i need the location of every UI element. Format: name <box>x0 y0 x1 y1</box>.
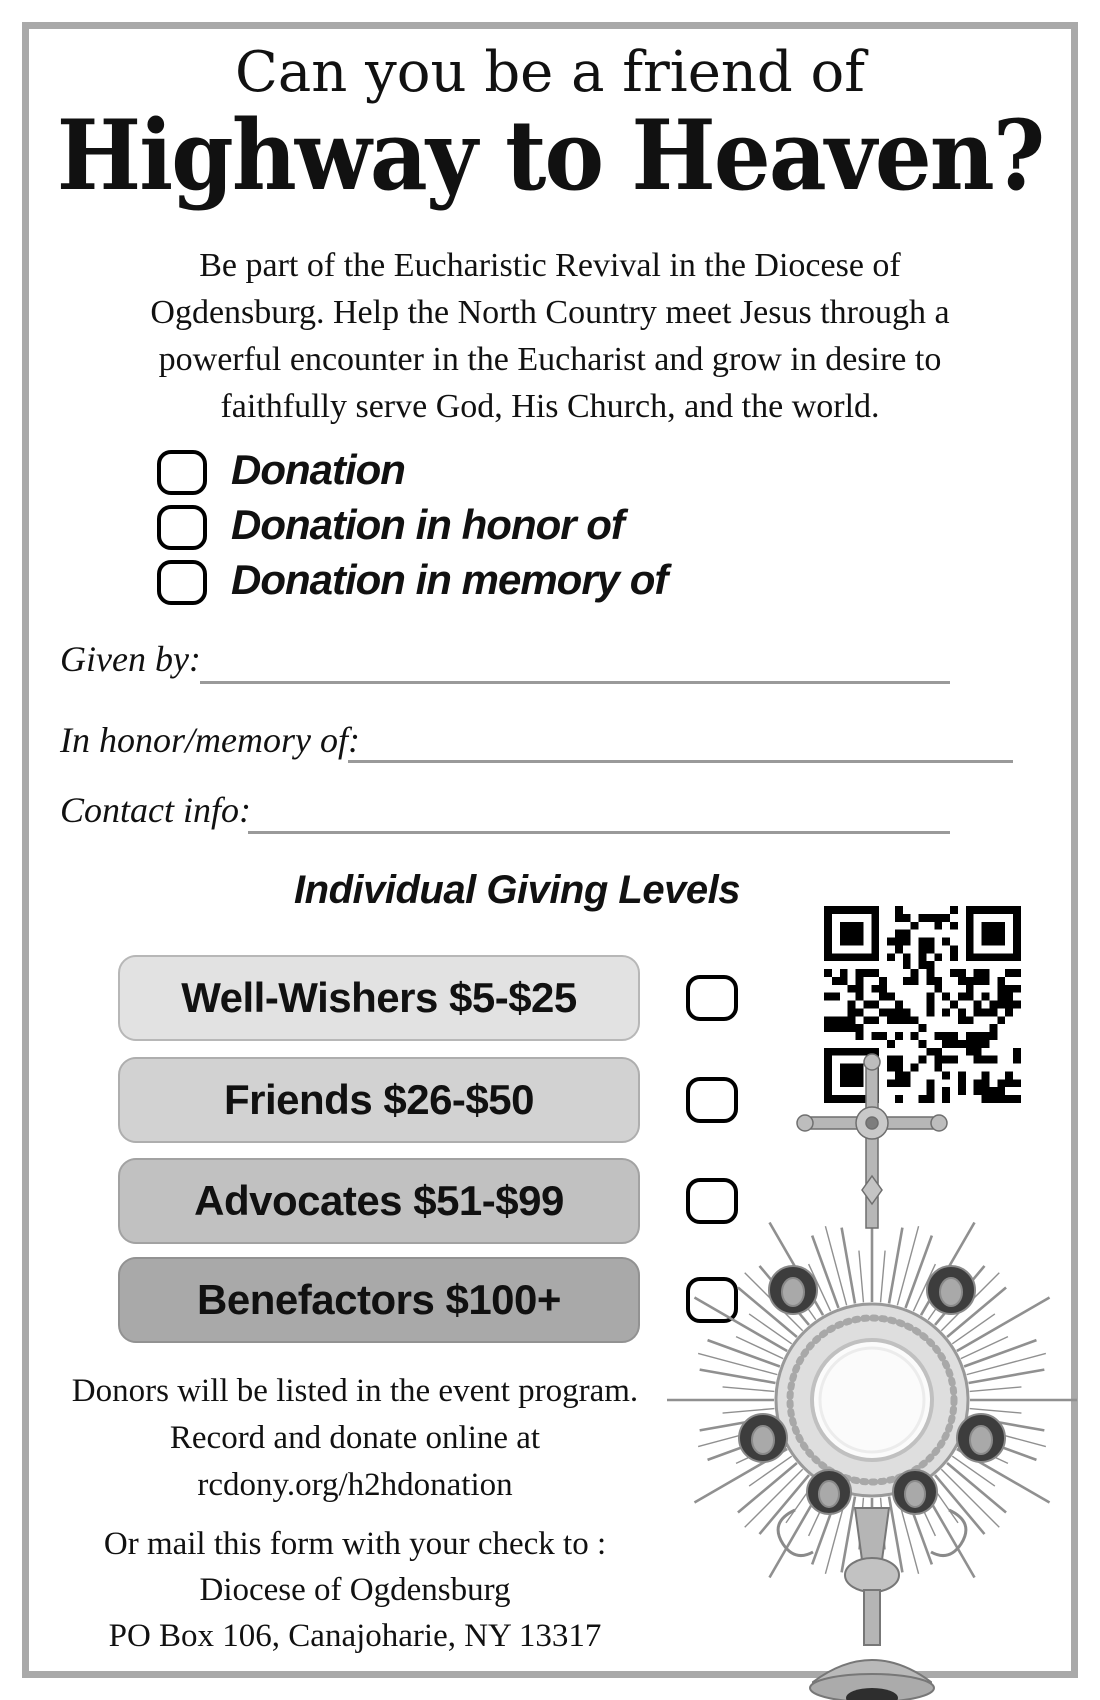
level-friends: Friends $26-$50 <box>118 1057 640 1143</box>
donation-option-label: Donation <box>231 446 405 493</box>
donation-option-row <box>157 446 405 495</box>
donation-in-memory-checkbox[interactable] <box>157 560 207 605</box>
monstrance-image <box>645 1040 1085 1700</box>
honor-memory-label: In honor/memory of: <box>60 720 360 760</box>
donation-option-label: Donation in honor of <box>231 501 624 548</box>
well-wishers-checkbox[interactable] <box>686 975 738 1021</box>
giving-levels-heading: Individual Giving Levels <box>294 868 740 912</box>
donor-note-line: Donors will be listed in the event program. <box>71 1373 639 1409</box>
donor-note <box>35 1368 675 1509</box>
intro-paragraph <box>0 242 1100 430</box>
mail-address-line: Diocese of Ogdensburg <box>199 1572 511 1608</box>
given-by-label: Given by: <box>60 639 201 679</box>
contact-info-label: Contact info: <box>60 790 251 830</box>
mail-instructions <box>35 1521 675 1659</box>
donation-option-row <box>157 501 624 550</box>
level-benefactors: Benefactors $100+ <box>118 1257 640 1343</box>
donation-checkbox[interactable] <box>157 450 207 495</box>
donation-option-row <box>157 556 668 605</box>
contact-info-input-line[interactable] <box>248 831 950 834</box>
page-title: Highway to Heaven? <box>56 99 1044 212</box>
level-advocates: Advocates $51-$99 <box>118 1158 640 1244</box>
intro-line: Be part of the Eucharistic Revival in the Diocese of <box>199 247 901 284</box>
intro-line: Ogdensburg. Help the North Country meet Jesus through a <box>150 294 950 331</box>
page-subtitle: Can you be a friend of <box>235 40 865 105</box>
intro-line: powerful encounter in the Eucharist and grow in desire to <box>158 341 942 378</box>
mail-address-line: PO Box 106, Canajoharie, NY 13317 <box>108 1618 602 1654</box>
donation-in-honor-checkbox[interactable] <box>157 505 207 550</box>
donation-option-label: Donation in memory of <box>231 556 668 603</box>
donor-note-line: Record and donate online at <box>169 1420 541 1456</box>
intro-line: faithfully serve God, His Church, and the world. <box>220 388 880 425</box>
level-well-wishers: Well-Wishers $5-$25 <box>118 955 640 1041</box>
given-by-input-line[interactable] <box>200 681 950 684</box>
donation-url: rcdony.org/h2hdonation <box>197 1467 513 1503</box>
honor-memory-input-line[interactable] <box>348 760 1013 763</box>
mail-instructions-line: Or mail this form with your check to : <box>103 1526 607 1562</box>
